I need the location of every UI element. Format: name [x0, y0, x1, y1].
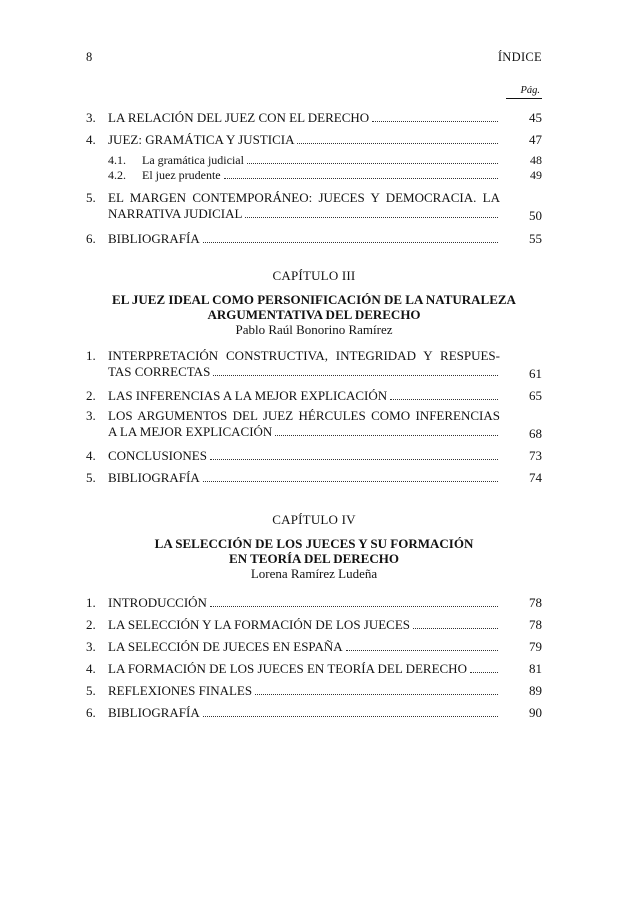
dot-leader: [247, 163, 498, 164]
entry-page: 55: [529, 231, 542, 246]
dot-leader: [210, 459, 498, 460]
entry-number: 2.: [86, 617, 96, 632]
toc-entry[interactable]: [86, 637, 542, 655]
entry-page: 78: [529, 617, 542, 632]
dot-leader: [213, 375, 498, 376]
entry-title-line2: NARRATIVA JUDICIAL: [108, 206, 243, 221]
dot-leader: [210, 606, 498, 607]
dot-leader: [255, 694, 498, 695]
dot-leader: [275, 435, 498, 436]
entry-title-line2: A LA MEJOR EXPLICACIÓN: [108, 424, 273, 439]
chapter-title-line2: ARGUMENTATIVA DEL DERECHO: [207, 307, 421, 322]
toc-entry[interactable]: [86, 681, 542, 699]
entry-page: 68: [529, 426, 542, 441]
entry-page: 79: [529, 639, 542, 654]
entry-number: 3.: [86, 110, 96, 125]
toc-entry[interactable]: [86, 108, 542, 126]
dot-leader: [203, 481, 498, 482]
dot-leader: [372, 121, 498, 122]
entry-number: 2.: [86, 388, 96, 403]
chapter-label: CAPÍTULO IV: [272, 512, 356, 527]
toc-entry[interactable]: [86, 703, 542, 721]
toc-section-chapter-3: [86, 348, 542, 486]
entry-number: 1.: [86, 348, 96, 363]
entry-title: LA SELECCIÓN Y LA FORMACIÓN DE LOS JUECES: [108, 617, 411, 632]
chapter-title-line1: LA SELECCIÓN DE LOS JUECES Y SU FORMACIÓN: [154, 536, 474, 551]
chapter-title: [86, 292, 542, 322]
entry-page: 73: [529, 448, 542, 463]
entry-number: 6.: [86, 231, 96, 246]
page-column-label: Pág.: [506, 85, 542, 99]
dot-leader: [203, 242, 498, 243]
entry-title-line1: EL MARGEN CONTEMPORÁNEO: JUECES Y DEMOCRACIA. LA: [108, 190, 500, 205]
running-title: ÍNDICE: [497, 50, 542, 64]
chapter-3-heading: [86, 268, 542, 338]
entry-title: BIBLIOGRAFÍA: [108, 470, 200, 485]
entry-title: BIBLIOGRAFÍA: [108, 705, 200, 720]
entry-number: 4.2.: [108, 168, 126, 182]
entry-page: 48: [530, 153, 542, 167]
toc-entry[interactable]: [86, 593, 542, 611]
entry-title: INTRODUCCIÓN: [108, 595, 207, 610]
entry-number: 5.: [86, 470, 96, 485]
dot-leader: [224, 178, 498, 179]
entry-title: LA SELECCIÓN DE JUECES EN ESPAÑA: [108, 639, 343, 654]
entry-title: JUEZ: GRAMÁTICA Y JUSTICIA: [108, 132, 295, 147]
entry-page: 74: [529, 470, 542, 485]
entry-page: 49: [530, 168, 542, 182]
entry-number: 5.: [86, 683, 96, 698]
entry-number: 1.: [86, 595, 96, 610]
entry-title: REFLEXIONES FINALES: [108, 683, 253, 698]
entry-title: La gramática judicial: [142, 153, 244, 167]
toc-section-top: [86, 108, 542, 247]
dot-leader: [245, 217, 498, 218]
toc-subentry[interactable]: [86, 153, 542, 168]
toc-entry[interactable]: [86, 386, 542, 404]
entry-title: El juez prudente: [142, 168, 221, 182]
entry-page: 45: [529, 110, 542, 125]
dot-leader: [413, 628, 498, 629]
page-number: 8: [86, 50, 93, 64]
entry-title-line2: TAS CORRECTAS: [108, 364, 211, 379]
toc-entry[interactable]: [86, 348, 542, 382]
toc-entry[interactable]: [86, 446, 542, 464]
entry-number: 3.: [86, 639, 96, 654]
entry-page: 50: [529, 208, 542, 223]
entry-page: 90: [529, 705, 542, 720]
toc-section-chapter-4: [86, 593, 542, 721]
chapter-title-line1: EL JUEZ IDEAL COMO PERSONIFICACIÓN DE LA NATURALEZA: [112, 292, 516, 307]
entry-number: 4.: [86, 661, 96, 676]
toc-entry[interactable]: [86, 408, 542, 442]
entry-title: BIBLIOGRAFÍA: [108, 231, 200, 246]
chapter-author: Lorena Ramírez Ludeña: [250, 566, 378, 581]
entry-number: 3.: [86, 408, 96, 423]
toc-entry[interactable]: [86, 615, 542, 633]
dot-leader: [346, 650, 498, 651]
toc-entry[interactable]: [86, 130, 542, 148]
entry-title: LA FORMACIÓN DE LOS JUECES EN TEORÍA DEL DERECHO: [108, 661, 467, 676]
entry-page: 65: [529, 388, 542, 403]
entry-number: 4.: [86, 448, 96, 463]
entry-number: 4.: [86, 132, 96, 147]
dot-leader: [297, 143, 498, 144]
toc-entry[interactable]: [86, 229, 542, 247]
entry-number: 5.: [86, 190, 96, 205]
entry-title-line1: LOS ARGUMENTOS DEL JUEZ HÉRCULES COMO INFERENCIAS: [108, 408, 500, 423]
entry-title: CONCLUSIONES: [108, 448, 207, 463]
dot-leader: [203, 716, 498, 717]
entry-page: 78: [529, 595, 542, 610]
chapter-title: [86, 536, 542, 566]
toc-entry[interactable]: [86, 659, 542, 677]
entry-title-line1: INTERPRETACIÓN CONSTRUCTIVA, INTEGRIDAD Y RESPUES-: [108, 348, 500, 363]
chapter-title-line2: EN TEORÍA DEL DERECHO: [229, 551, 399, 566]
chapter-label: CAPÍTULO III: [272, 268, 356, 283]
toc-subentry[interactable]: [86, 168, 542, 183]
toc-entry[interactable]: [86, 468, 542, 486]
entry-number: 4.1.: [108, 153, 126, 167]
chapter-4-heading: [86, 512, 542, 582]
entry-title: LAS INFERENCIAS A LA MEJOR EXPLICACIÓN: [108, 388, 388, 403]
entry-page: 89: [529, 683, 542, 698]
entry-title: LA RELACIÓN DEL JUEZ CON EL DERECHO: [108, 110, 370, 125]
chapter-author: Pablo Raúl Bonorino Ramírez: [235, 322, 393, 337]
entry-number: 6.: [86, 705, 96, 720]
entry-page: 81: [529, 661, 542, 676]
dot-leader: [390, 399, 498, 400]
entry-page: 61: [529, 366, 542, 381]
dot-leader: [470, 672, 498, 673]
toc-entry[interactable]: [86, 190, 542, 224]
entry-page: 47: [529, 132, 542, 147]
